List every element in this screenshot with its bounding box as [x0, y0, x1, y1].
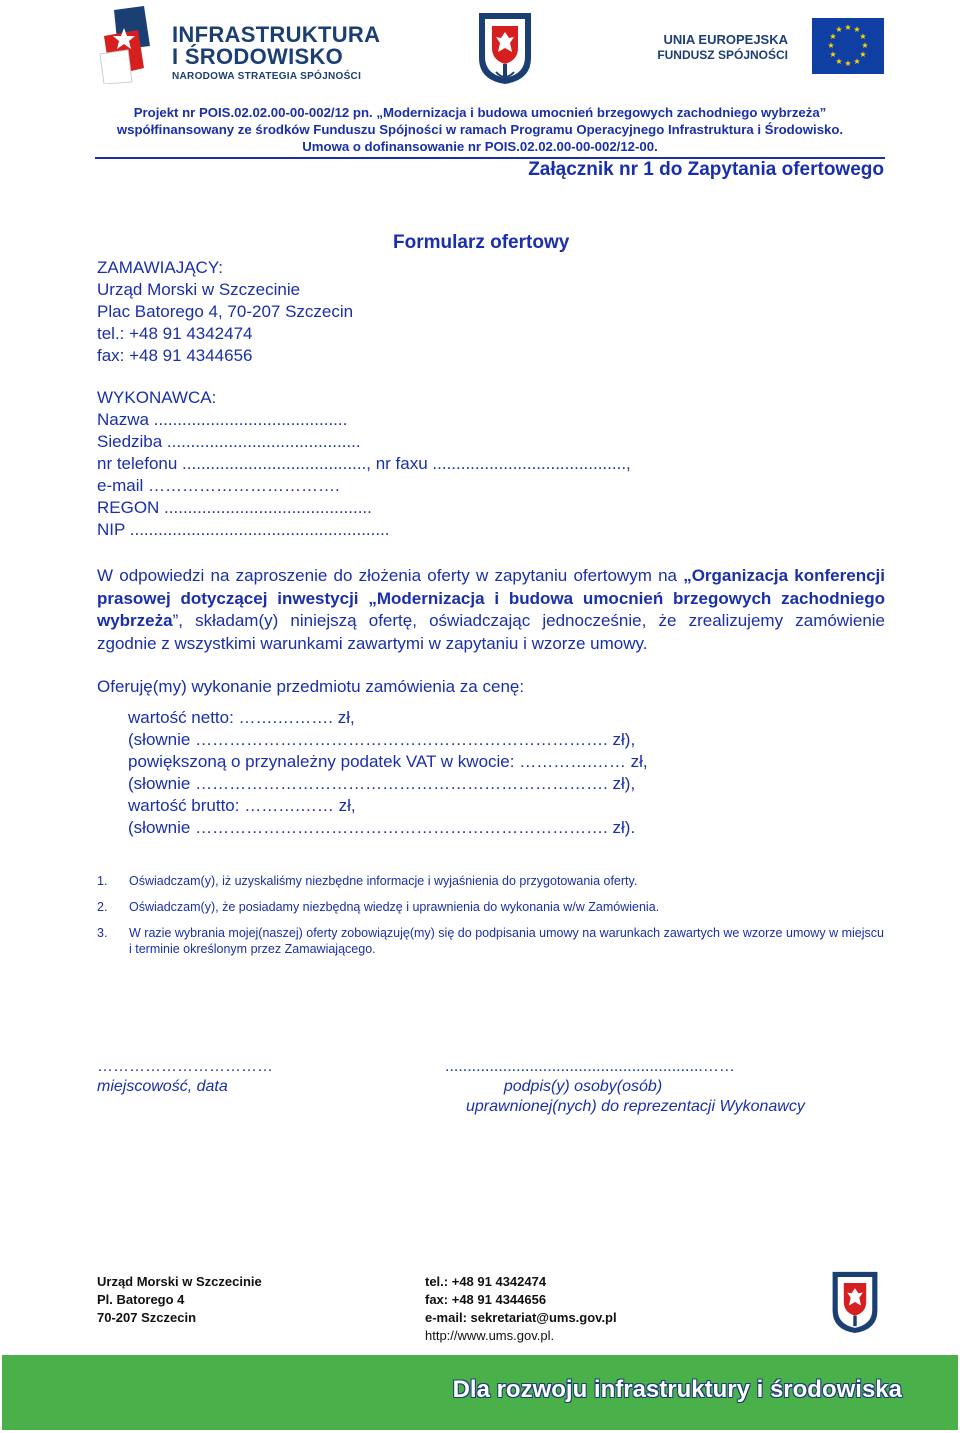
wykonawca-regon-field[interactable]: REGON ............................................ — [97, 498, 372, 517]
logo-subtitle: NARODOWA STRATEGIA SPÓJNOŚCI — [172, 71, 362, 82]
svg-text:★: ★ — [835, 25, 843, 34]
svg-text:★: ★ — [829, 32, 837, 41]
wykonawca-phone-fax-field[interactable]: nr telefonu ......................................., nr faxu ........................................., — [97, 454, 631, 473]
svg-text:★: ★ — [859, 32, 867, 41]
footer-street: Pl. Batorego 4 — [97, 1292, 185, 1307]
eu-logo — [654, 18, 884, 76]
flag-logo-icon — [98, 6, 160, 84]
eu-subtitle: FUNDUSZ SPÓJNOŚCI — [657, 48, 788, 62]
svg-text:★: ★ — [861, 41, 869, 50]
paragraph-rest: ”, składam(y) niniejszą ofertę, oświadczając jednocześnie, że zrealizujemy zamówienie zgodnie z wszystkimi warunkami zawartymi w zapytaniu i wzorze umowy. — [97, 611, 885, 653]
footer-fax: fax: +48 91 4344656 — [425, 1292, 547, 1307]
footer-seal-icon — [830, 1268, 880, 1336]
wykonawca-nip-field[interactable]: NIP ....................................................... — [97, 520, 390, 539]
zamawiajacy-fax: fax: +48 91 4344656 — [97, 346, 253, 365]
logo-title-line2: I ŚRODOWISKO — [172, 44, 344, 69]
eu-flag-icon — [812, 18, 884, 74]
wykonawca-block — [97, 387, 631, 541]
svg-text:★: ★ — [853, 25, 861, 34]
declaration-text: Oświadczam(y), iż uzyskaliśmy niezbędne informacje i wyjaśnienia do przygotowania oferty. — [129, 874, 638, 888]
svg-text:★: ★ — [835, 57, 843, 66]
svg-text:★: ★ — [844, 59, 852, 68]
declaration-1 — [97, 873, 885, 889]
footer-city: 70-207 Szczecin — [97, 1310, 197, 1325]
footer-banner-text: Dla rozwoju infrastruktury i środowiska — [452, 1376, 902, 1403]
signature-label-2: uprawnionej(nych) do reprezentacji Wykonawcy — [466, 1098, 805, 1115]
project-line-2: współfinansowany ze środków Funduszu Spójności w ramach Programu Operacyjnego Infrastruktura i Środowisko. — [116, 122, 844, 137]
net-value-field[interactable]: wartość netto: …….………. zł, — [128, 708, 355, 727]
eu-title: UNIA EUROPEJSKA — [663, 32, 788, 47]
declaration-text: W razie wybrania mojej(naszej) oferty zobowiązuję(my) się do podpisania umowy na warunkach zawartych we wzorze umowy w miejscu i terminie określonym przez Zamawiającego. — [129, 926, 884, 956]
paragraph-subject: „Organizacja konferencji prasowej dotyczącej inwestycji „Modernizacja i budowa umocnień brzegowych zachodniego wybrzeża — [97, 566, 885, 630]
form-title: Formularz ofertowy — [393, 232, 570, 253]
svg-text:★: ★ — [844, 23, 852, 32]
zamawiajacy-name: Urząd Morski w Szczecinie — [97, 280, 301, 299]
declaration-number: 3. — [97, 926, 108, 940]
wykonawca-name-field[interactable]: Nazwa ......................................... — [97, 410, 348, 429]
declaration-2 — [97, 899, 885, 915]
footer-office-name: Urząd Morski w Szczecinie — [97, 1274, 262, 1289]
svg-text:★: ★ — [829, 50, 837, 59]
declaration-3 — [97, 925, 885, 957]
zamawiajacy-phone: tel.: +48 91 4342474 — [97, 324, 253, 343]
project-line-3: Umowa o dofinansowanie nr POIS.02.02.00-00-002/12-00. — [302, 139, 658, 154]
offer-line: Oferuję(my) wykonanie przedmiotu zamówienia za cenę: — [97, 677, 525, 696]
vat-words-field[interactable]: (słownie ………………………………………………………………. zł), — [128, 774, 636, 793]
net-words-field[interactable]: (słownie ………………………………………………………………. zł), — [128, 730, 636, 749]
signature-label-1: podpis(y) osoby(osób) — [503, 1078, 663, 1095]
footer-website[interactable]: http://www.ums.gov.pl. — [425, 1328, 555, 1343]
wykonawca-email-field[interactable]: e-mail ……………………………. — [97, 476, 340, 495]
footer-phone: tel.: +48 91 4342474 — [425, 1274, 547, 1289]
project-line-1: Projekt nr POIS.02.02.00-00-002/12 pn. „Modernizacja i budowa umocnień brzegowych zachodniego wybrzeża” — [133, 105, 827, 120]
place-date-dots[interactable]: …………………………… — [97, 1058, 273, 1075]
svg-text:★: ★ — [853, 57, 861, 66]
svg-text:★: ★ — [827, 41, 835, 50]
wykonawca-label: WYKONAWCA: — [97, 388, 217, 407]
gross-words-field[interactable]: (słownie ………………………………………………………………. zł). — [128, 818, 636, 837]
urzad-morski-seal-icon — [476, 10, 534, 86]
declaration-number: 2. — [97, 900, 108, 914]
footer-contact — [425, 1273, 617, 1345]
wykonawca-seat-field[interactable]: Siedziba ......................................... — [97, 432, 361, 451]
footer-email[interactable]: e-mail: sekretariat@ums.gov.pl — [425, 1310, 617, 1325]
zamawiajacy-address: Plac Batorego 4, 70-207 Szczecin — [97, 302, 354, 321]
logo-title-line1: INFRASTRUKTURA — [172, 22, 381, 47]
place-date-label: miejscowość, data — [97, 1078, 228, 1095]
declaration-text: Oświadczam(y), że posiadamy niezbędną wiedzę i uprawnienia do wykonania w/w Zamówienia. — [129, 900, 660, 914]
svg-text:★: ★ — [859, 50, 867, 59]
gross-value-field[interactable]: wartość brutto: ……….…… zł, — [128, 796, 356, 815]
offer-paragraph — [97, 565, 885, 655]
annex-title: Załącznik nr 1 do Zapytania ofertowego — [528, 159, 884, 180]
zamawiajacy-block — [97, 257, 353, 367]
declaration-number: 1. — [97, 874, 108, 888]
footer-address — [97, 1273, 262, 1327]
signature-dots[interactable]: ..........................................................…… — [445, 1058, 735, 1075]
vat-value-field[interactable]: powiększoną o przynależny podatek VAT w kwocie: ………….…… zł, — [128, 752, 648, 771]
paragraph-intro: W odpowiedzi na zaproszenie do złożenia oferty w zapytaniu ofertowym na — [97, 566, 684, 585]
infrastruktura-srodowisko-logo — [98, 6, 388, 86]
price-block — [128, 707, 648, 839]
zamawiajacy-label: ZAMAWIAJĄCY: — [97, 258, 223, 277]
